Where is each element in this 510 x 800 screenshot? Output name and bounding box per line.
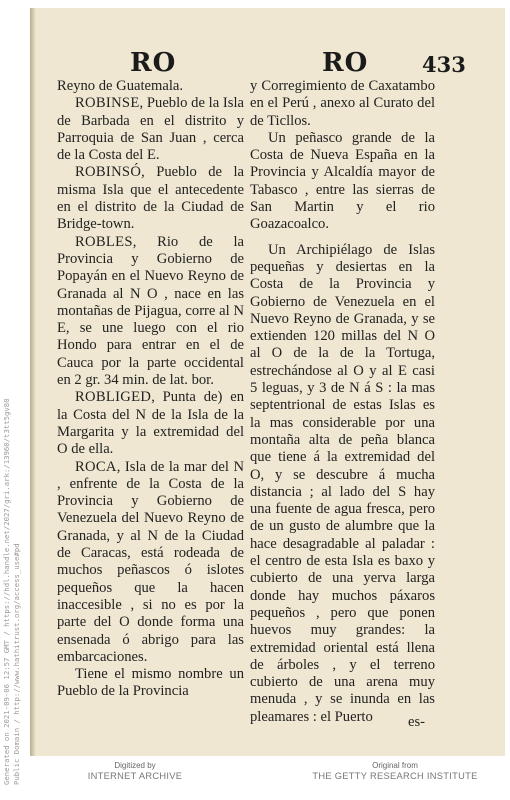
catchword: es- (408, 714, 426, 730)
entry-paragraph: Un Archipiélago de Islas pequeñas y desiertas en la Costa de la Provincia y Gobierno de Venezuela en el Nuevo Reyno de Granada, y se extienden 120 millas del N O al O de la de la Tortuga, estrechándose al O y al E casi 5 leguas, y 3 de N á S : la mas septentrional de estas Islas es la mas considerable por una montaña alta de peña blanca que tiene á la extremidad del O, y se descubre á mucha distancia ; al lado del S hay una fuente de agua fresca, pero de un gusto de alumbre que la hace desagradable al paladar : el centro de esta Isla es baxo y cubierto de una yerva larga donde hay muchos páxaros pequeños , pero que ponen huevos muy grandes: la extremidad oriental está llena de árboles , y el terreno cubierto de una arena muy menuda , y se inunda en las pleamares : el Puerto (250, 241, 435, 725)
running-head-left: RO (130, 48, 177, 78)
entry-lemma: ROBINSE (75, 95, 140, 112)
watermark-line-generated: Generated on 2021-09-06 12:57 GMT / https://hdl.handle.net/2027/gri.ark:/13960/t3tt5gv80 (2, 398, 11, 785)
entry-paragraph: y Corregimiento de Caxatambo en el Perú , anexo al Curato del de Ticllos. (250, 78, 435, 129)
page-edge-shadow (30, 8, 36, 756)
entry-lemma: ROBLIGED (75, 389, 152, 406)
footer-digitized-label: Digitized by (114, 761, 156, 770)
entry-text: , Pueblo de la misma Isla que el antecedente en el distrito de la Ciudad de Bridge-town. (57, 164, 244, 233)
entry-text: , Isla de la mar del N , enfrente de la Costa de la Provincia y Gobierno de Venezuela del Nuevo Reyno de Granada, y al N de la Ciudad de Caracas, está rodeada de muchos peñascos ó islotes pequeños que la hacen inaccesible , si no es por la parte del O donde forma una ensenada ó abrigo para las embarcaciones. (57, 458, 244, 665)
footer-original-from (300, 760, 490, 782)
entry-text: , Pueblo de la Isla de Barbada en el distrito y Parroquia de San Juan , cerca de la Costa del E. (57, 95, 244, 164)
entry-text: , Rio de la Provincia y Gobierno de Popayán en el Nuevo Reyno de Granada al N O , nace en las montañas de Pijagua, corre al N E, se une luego con el rio Hondo para entrar en el de Cauca por la parte occidental en 2 gr. 34 min. de lat. bor. (57, 233, 244, 389)
entry-text: Tiene el mismo nombre un Pueblo de la Provincia (57, 666, 244, 700)
entry-paragraph (57, 78, 244, 95)
right-column (250, 78, 435, 726)
book-page (30, 8, 505, 756)
left-column (57, 78, 244, 701)
footer-internet-archive: INTERNET ARCHIVE (87, 771, 183, 781)
watermark-line-rights: Public Domain / http://www.hathitrust.org/access_use#pd (12, 543, 21, 785)
running-head-right: RO (322, 48, 369, 78)
entry-text: , Punta de) en la Costa del N de la Isla de la Margarita y la extremidad del O de ella. (57, 389, 244, 458)
entry-text: Reyno de Guatemala. (57, 78, 184, 94)
footer-getty-institute: THE GETTY RESEARCH INSTITUTE (312, 771, 478, 781)
entry-paragraph (57, 389, 244, 458)
entry-paragraph (57, 95, 244, 164)
entry-paragraph (57, 164, 244, 233)
entry-lemma: ROBINSÓ (75, 164, 142, 181)
footer-original-label: Original from (372, 761, 418, 770)
entry-paragraph: Un peñasco grande de la Costa de Nueva España en la Provincia y Alcaldía mayor de Tabasco , entre las sierras de San Martin y el rio Goazacoalco. (250, 129, 435, 233)
entry-paragraph (57, 459, 244, 667)
entry-paragraph (57, 666, 244, 701)
page-number: 433 (422, 52, 466, 77)
entry-lemma: ROCA (75, 458, 117, 475)
footer-digitized-by (60, 760, 210, 782)
hathitrust-watermark (2, 398, 22, 785)
entry-lemma: ROBLES (75, 233, 133, 250)
entry-paragraph (57, 234, 244, 390)
